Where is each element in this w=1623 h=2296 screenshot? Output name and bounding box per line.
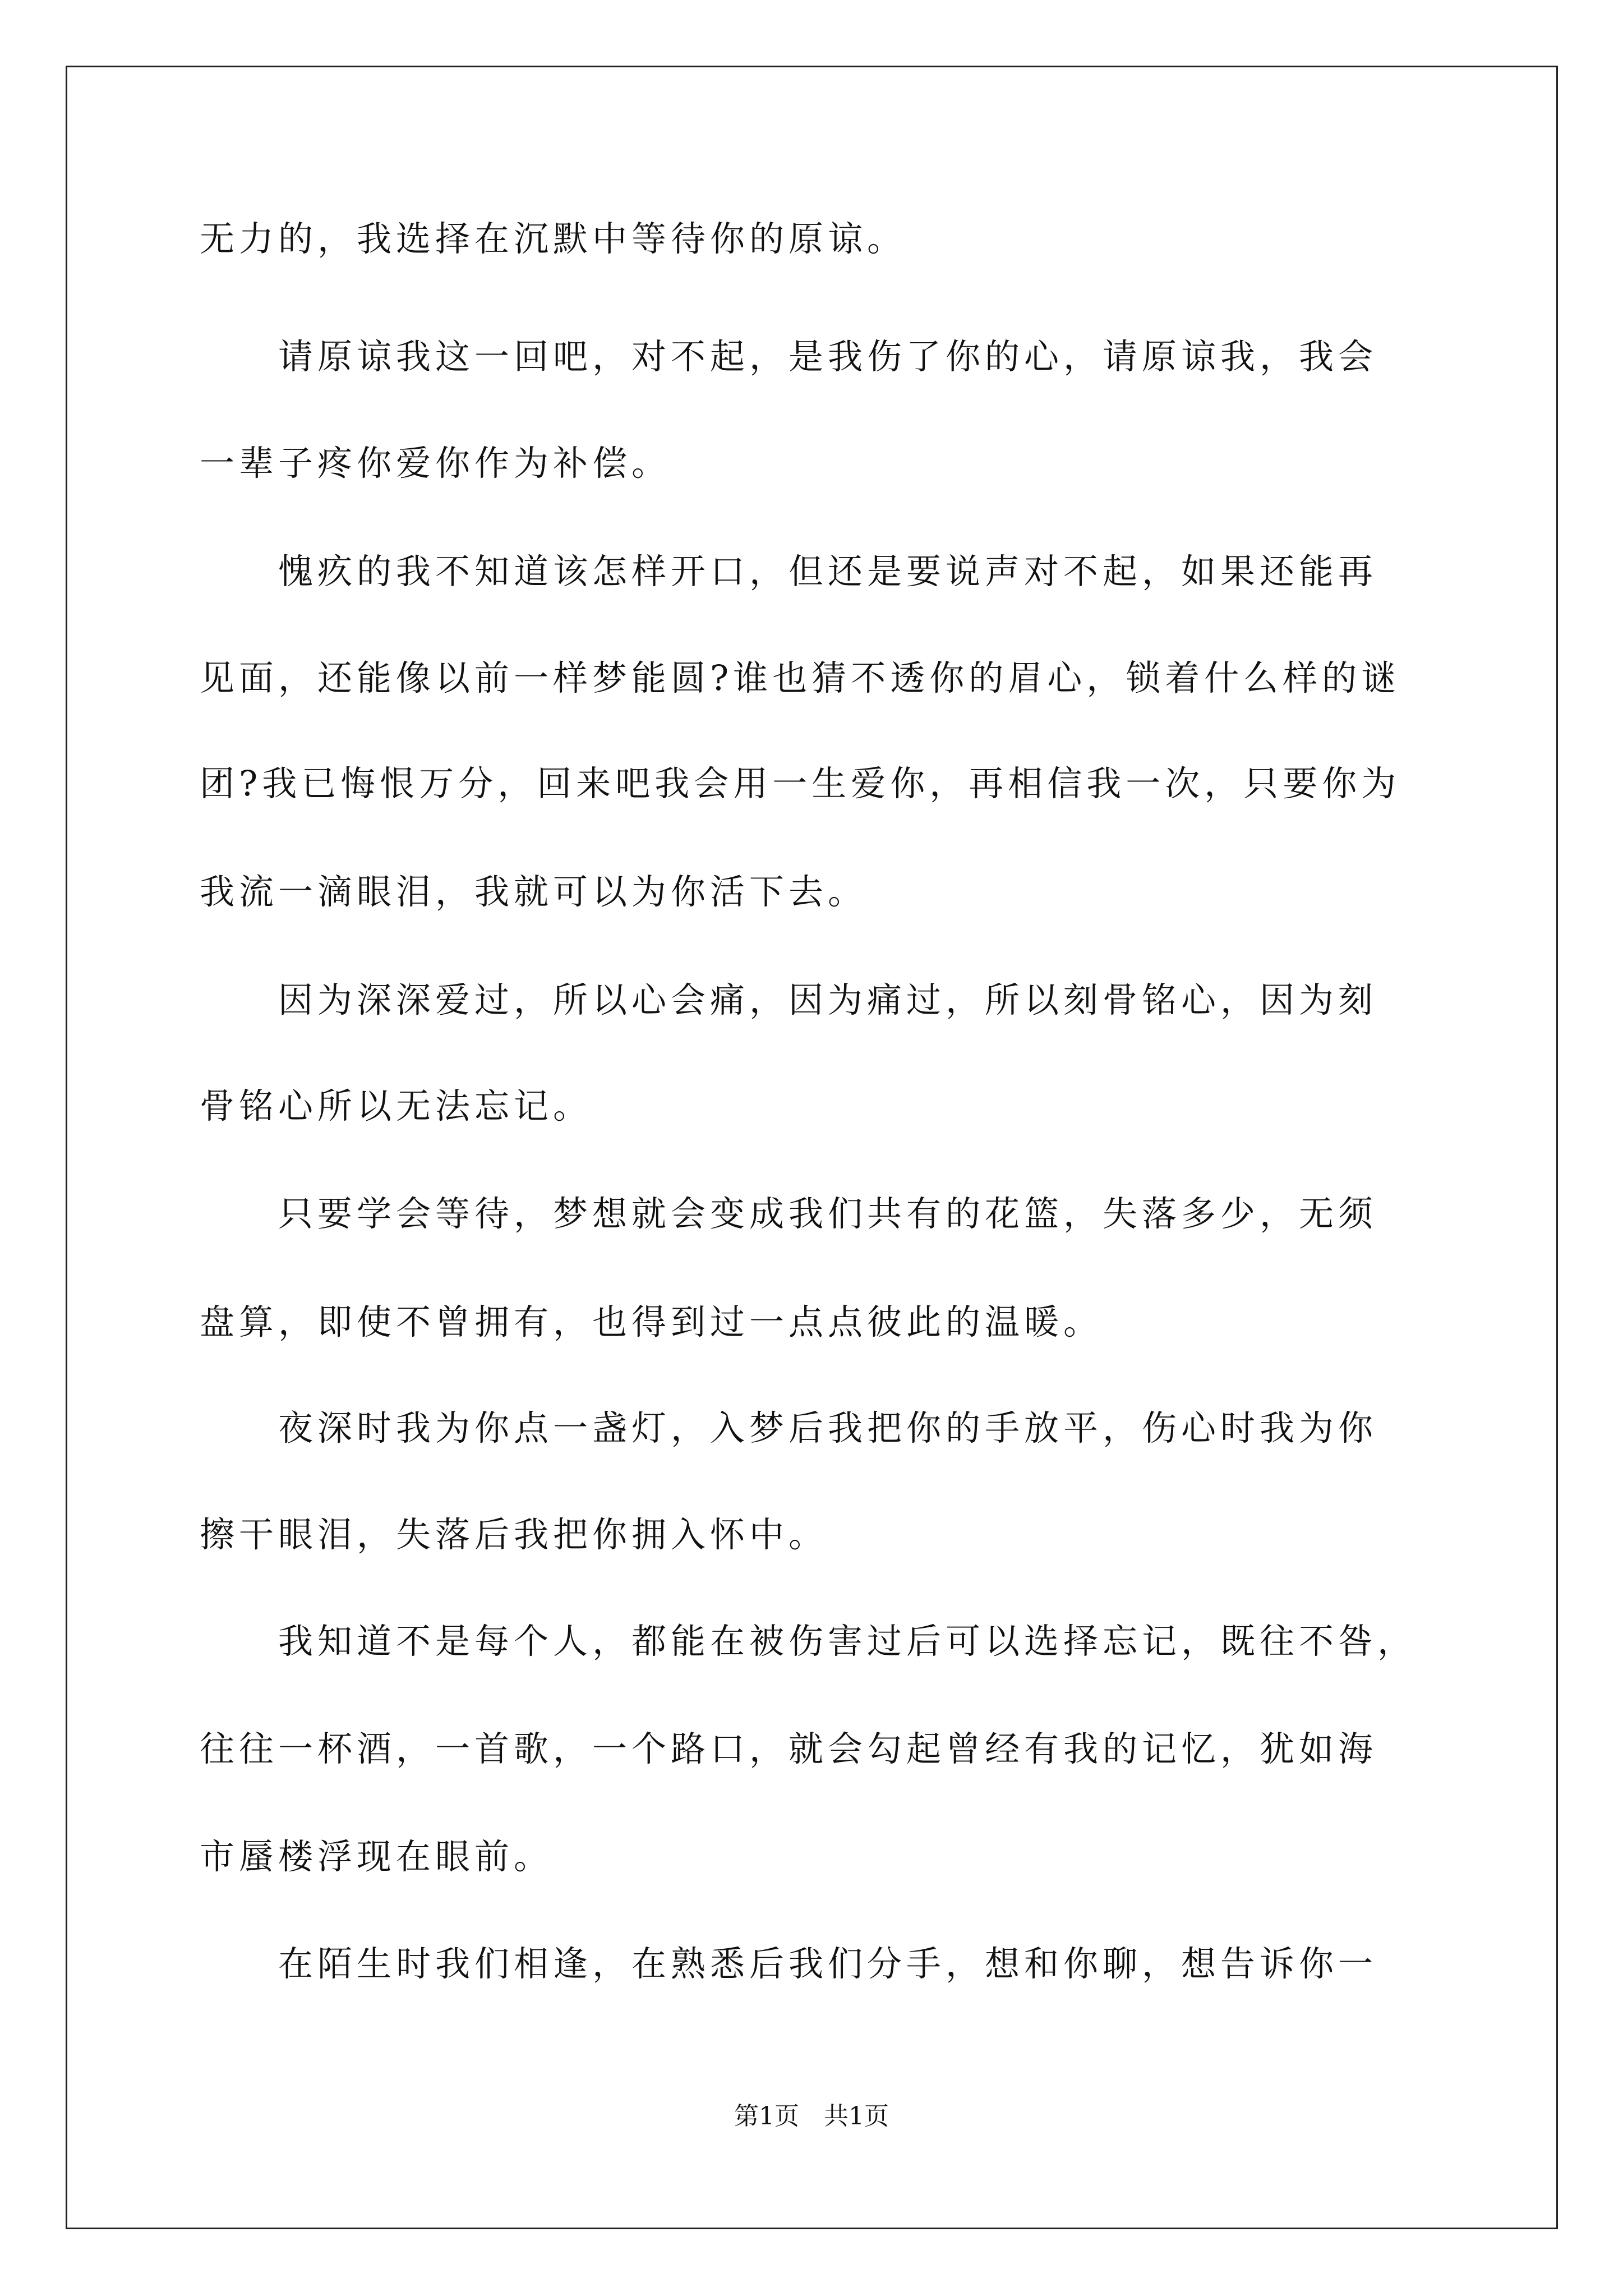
text-line: 在陌生时我们相逢，在熟悉后我们分手，想和你聊，想告诉你一 [200,1943,1378,1984]
text-line: 市蜃楼浮现在眼前。 [200,1836,554,1877]
text-line: 骨铭心所以无法忘记。 [200,1085,593,1126]
text-line: 夜深时我为你点一盏灯，入梦后我把你的手放平，伤心时我为你 [200,1407,1378,1448]
text-line: 见面，还能像以前一样梦能圆?谁也猜不透你的眉心，锁着什么样的谜 [200,657,1401,698]
text-line: 无力的，我选择在沉默中等待你的原谅。 [200,218,907,259]
text-line: 盘算，即使不曾拥有，也得到过一点点彼此的温暖。 [200,1301,1103,1342]
text-line: 请原谅我这一回吧，对不起，是我伤了你的心，请原谅我，我会 [200,336,1378,377]
page-border [66,66,1558,2229]
text-line: 团?我已悔恨万分，回来吧我会用一生爱你，再相信我一次，只要你为 [200,763,1401,804]
page-footer: 第1页 共1页 [734,2102,889,2131]
text-line: 因为深深爱过，所以心会痛，因为痛过，所以刻骨铭心，因为刻 [200,979,1378,1020]
text-line: 愧疚的我不知道该怎样开口，但还是要说声对不起，如果还能再 [200,551,1378,592]
text-line: 我知道不是每个人，都能在被伤害过后可以选择忘记，既往不咎， [200,1621,1417,1662]
text-line: 只要学会等待，梦想就会变成我们共有的花篮，失落多少，无须 [200,1193,1378,1234]
text-line: 一辈子疼你爱你作为补偿。 [200,443,671,484]
text-line: 我流一滴眼泪，我就可以为你活下去。 [200,871,868,912]
text-line: 擦干眼泪，失落后我把你拥入怀中。 [200,1514,828,1555]
text-line: 往往一杯酒，一首歌，一个路口，就会勾起曾经有我的记忆，犹如海 [200,1728,1378,1769]
